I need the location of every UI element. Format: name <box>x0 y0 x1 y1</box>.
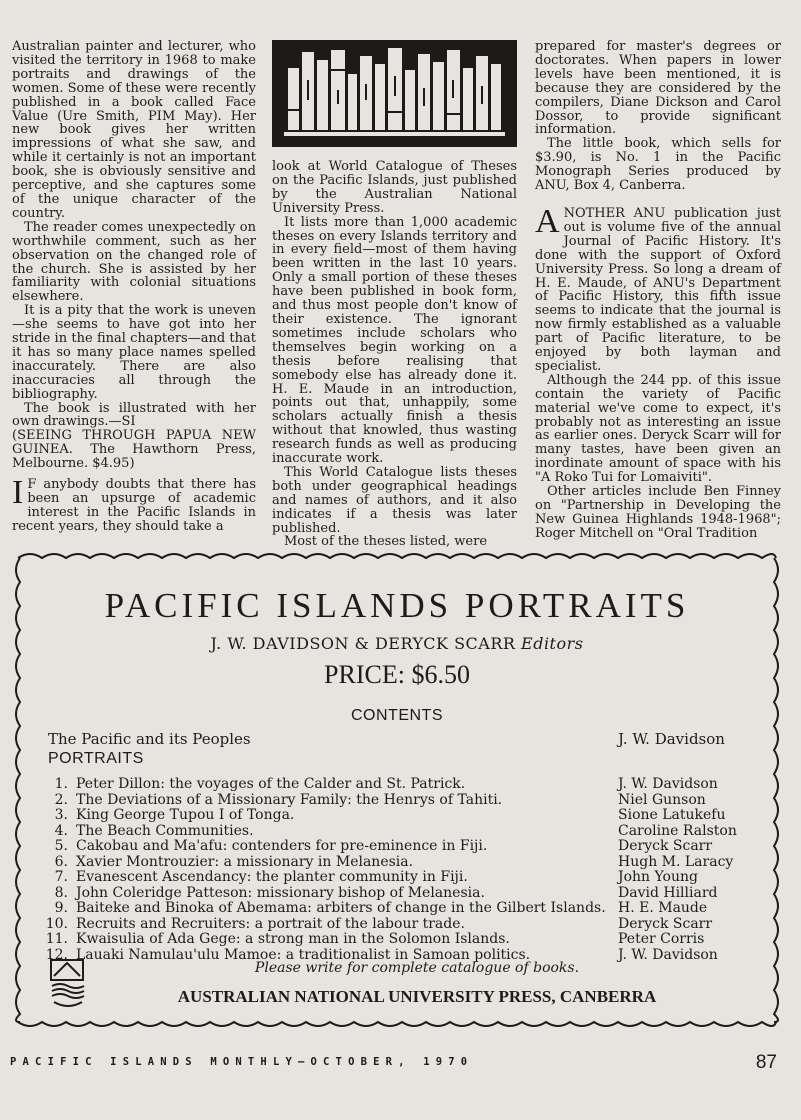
paragraph: prepared for master's degrees or doctorates. When papers in lower levels have been mentioned, it is because they are considered by the compilers, Diane Dickson and Carol Dossor, to provide significant information. <box>535 39 781 138</box>
book-title: PACIFIC ISLANDS PORTRAITS <box>104 586 690 625</box>
book-editors: J. W. DAVIDSON & DERYCK SCARR Editors <box>210 634 584 653</box>
article-column-2 <box>272 40 517 549</box>
list-item: 12. Lauaki Namulau'ulu Mamoe: a traditionalist in Samoan politics. J. W. Davidson <box>45 946 718 963</box>
article-column-1 <box>12 40 256 534</box>
article-column-3 <box>535 40 781 541</box>
section-opening <box>12 474 256 534</box>
list-item: 9. Baiteke and Binoka of Abemama: arbiters of change in the Gilbert Islands. H. E. Maude <box>54 900 708 916</box>
paragraph: It lists more than 1,000 academic theses on every Islands territory and in every field—most of them having been written in the last 10 years. Only a small portion of these theses have been published in book form, and thus most people don't know of their existence. The ignorant sometimes include scholars who themselves begin working on a thesis before realising that somebody else has already done it. H. E. Maude in an introduction, points out that, unhappily, some scholars actually finish a thesis without that knowled, thus wasting research funds as well as producing inaccurate work. <box>272 214 517 467</box>
paragraph: F anybody doubts that there has been an upsurge of academic interest in the Pacific Islands in recent years, they should take a <box>12 477 256 534</box>
paragraph: NOTHER ANU publication just out is volume five of the annual Journal of Pacific History. It's done with the support of Oxford University Press. So long a dream of H. E. Maude, of ANU's Department of Pacific History, this fifth issue seems to indicate that the journal is now firmly established as a valuable part of Pacific literature, to be enjoyed by both layman and specialist. <box>535 205 781 374</box>
list-item: 8. John Coleridge Patteson: missionary bishop of Melanesia. David Hilliard <box>54 884 718 901</box>
paragraph: The reader comes unexpectedly on worthwhile comment, such as her observation on the changed role of the church. She is assisted by her familiarity with colonial situations elsewhere. <box>12 219 256 305</box>
list-item: 1. Peter Dillon: the voyages of the Calder and St. Patrick. J. W. Davidson <box>54 776 718 792</box>
book-price: PRICE: $6.50 <box>324 660 470 689</box>
portraits-heading: PORTRAITS <box>48 750 144 767</box>
paragraph: It is a pity that the work is uneven —she seems to have got into her stride in the final chapters—and that it has so many place names spelled inaccurately. There are also inaccuracies all through the bibliography. <box>12 303 256 402</box>
list-item: 10. Recruits and Recruiters: a portrait of the labour trade. Deryck Scarr <box>45 915 713 932</box>
book-advertisement <box>12 550 782 1030</box>
anu-press-logo <box>272 40 517 147</box>
running-footer: PACIFIC ISLANDS MONTHLY—OCTOBER, 1970 <box>10 1056 474 1068</box>
publisher-name: AUSTRALIAN NATIONAL UNIVERSITY PRESS, CANBERRA <box>177 987 657 1006</box>
book-citation: (SEEING THROUGH PAPUA NEW GUINEA. The Hawthorn Press, Melbourne. $4.95) <box>12 428 256 472</box>
list-item: 5. Cakobau and Ma'afu: contenders for pre-eminence in Fiji. Deryck Scarr <box>54 838 713 854</box>
list-item: 6. Xavier Montrouzier: a missionary in Melanesia. Hugh M. Laracy <box>54 853 734 870</box>
list-item: 2. The Deviations of a Missionary Family: the Henrys of Tahiti. Niel Gunson <box>54 791 706 808</box>
paragraph: This World Catalogue lists theses both under geographical headings and names of authors, and it also indicates if a thesis was later published. <box>272 464 517 536</box>
intro-author: J. W. Davidson <box>618 730 725 748</box>
paragraph: look at World Catalogue of Theses on the Pacific Islands, just published by the Australian National University Press. <box>272 159 517 216</box>
chapter-list <box>45 776 748 963</box>
list-item: 11. Kwaisulia of Ada Gege: a strong man in the Solomon Islands. Peter Corris <box>45 931 705 947</box>
catalogue-note: Please write for complete catalogue of books. <box>254 960 580 976</box>
drop-cap: A <box>535 202 560 240</box>
drop-cap: I <box>12 474 24 512</box>
bookshelf-icon <box>272 40 517 147</box>
list-item: 7. Evanescent Ascendancy: the planter community in Fiji. John Young <box>54 869 698 885</box>
paragraph: Most of the theses listed, were <box>284 534 488 550</box>
list-item: 3. King George Tupou I of Tonga. Sione Latukefu <box>54 807 726 823</box>
page-number: 87 <box>755 1052 777 1073</box>
paragraph: The little book, which sells for $3.90, is No. 1 in the Pacific Monograph Series produced by ANU, Box 4, Canberra. <box>535 136 781 194</box>
section-opening <box>535 202 781 374</box>
list-item: 4. The Beach Communities. Caroline Ralston <box>54 822 737 839</box>
intro-title: The Pacific and its Peoples <box>48 730 251 748</box>
paragraph: The book is illustrated with her own drawings.—SI <box>12 400 256 430</box>
paragraph: Other articles include Ben Finney on "Partnership in Developing the New Guinea Highlands 1948-1968"; Roger Mitchell on "Oral Tradition <box>535 484 781 541</box>
intro-entry <box>48 730 748 748</box>
paragraph: Australian painter and lecturer, who visited the territory in 1968 to make portraits and drawings of the women. Some of these were recently published in a book called Face Value (Ure Smith, PIM May). Her new book gives her written impressions of what she saw, and while it certainly is not an important book, she is obviously sensitive and perceptive, and she captures some of the unique character of the country. <box>12 39 256 221</box>
contents-heading: CONTENTS <box>351 707 443 724</box>
paragraph: Although the 244 pp. of this issue contain the variety of Pacific material we've come to expect, it's probably not as interesting an issue as earlier ones. Deryck Scarr will for many tastes, have been given an inordinate amount of space with his "A Roko Tui for Lomaiviti". <box>535 372 781 486</box>
